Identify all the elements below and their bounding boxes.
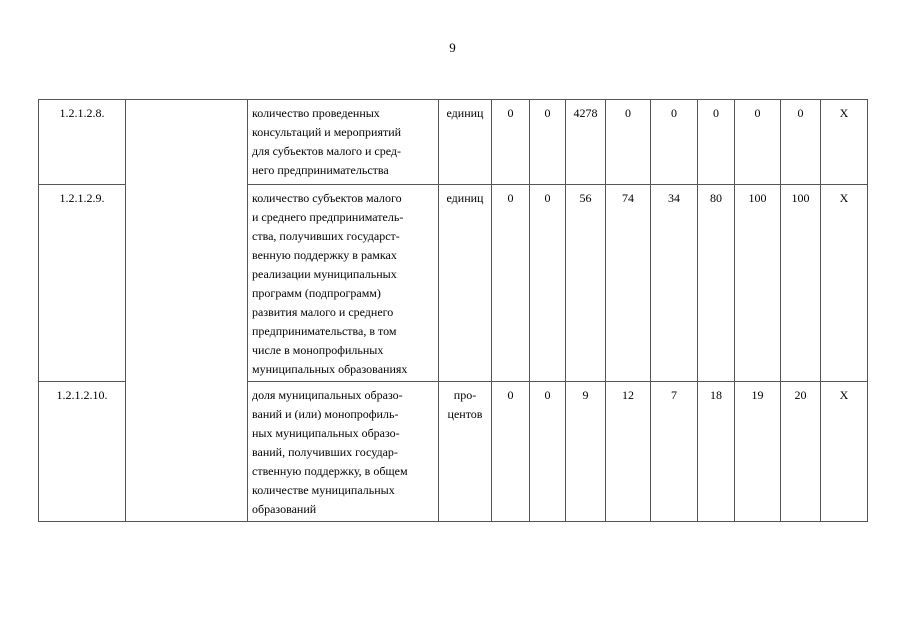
value-cell: 80 [698, 185, 735, 382]
description-line: консультаций и мероприятий [252, 125, 402, 139]
description-line: доля муниципальных образо- [252, 388, 403, 402]
description-line: реализации муниципальных [252, 267, 397, 281]
unit-line: единиц [446, 106, 484, 120]
value-cell: X [821, 100, 868, 185]
description-line: развития малого и среднего [252, 305, 394, 319]
indicators-table [38, 99, 868, 522]
value-cell: 0 [492, 382, 530, 522]
value-cell: X [821, 382, 868, 522]
description-line: и среднего предприниматель- [252, 210, 404, 224]
value-cell: 0 [698, 100, 735, 185]
value-cell: 20 [781, 382, 821, 522]
value-cell: 100 [735, 185, 781, 382]
value-cell: 0 [606, 100, 651, 185]
description-line: числе в монопрофильных [252, 343, 384, 357]
description-line: количестве муниципальных [252, 483, 395, 497]
description-line: венную поддержку в рамках [252, 248, 397, 262]
value-cell: 18 [698, 382, 735, 522]
value-cell: 9 [566, 382, 606, 522]
row-description [248, 382, 439, 522]
unit-line: центов [447, 407, 483, 421]
description-line: образований [252, 502, 317, 516]
description-line: количество субъектов малого [252, 191, 402, 205]
value-cell: 74 [606, 185, 651, 382]
unit-line: про- [453, 388, 477, 402]
description-line: программ (подпрограмм) [252, 286, 381, 300]
table-row [39, 100, 868, 185]
description-line: для субъектов малого и сред- [252, 144, 401, 158]
value-cell: 0 [492, 185, 530, 382]
value-cell: 100 [781, 185, 821, 382]
description-line: предпринимательства, в том [252, 324, 397, 338]
row-description [248, 185, 439, 382]
row-code: 1.2.1.2.9. [39, 185, 126, 382]
row-unit [439, 100, 492, 185]
description-line: ственную поддержку, в общем [252, 464, 408, 478]
value-cell: 0 [735, 100, 781, 185]
description-line: ваний и (или) монопрофиль- [252, 407, 399, 421]
row-unit [439, 185, 492, 382]
description-line: ства, получивших государст- [252, 229, 400, 243]
value-cell: 34 [651, 185, 698, 382]
value-cell: 0 [781, 100, 821, 185]
description-line: ных муниципальных образо- [252, 426, 400, 440]
value-cell: 7 [651, 382, 698, 522]
value-cell: 4278 [566, 100, 606, 185]
row-code: 1.2.1.2.8. [39, 100, 126, 185]
row-code: 1.2.1.2.10. [39, 382, 126, 522]
value-cell: 0 [530, 382, 566, 522]
value-cell: 0 [530, 185, 566, 382]
value-cell: 56 [566, 185, 606, 382]
merged-empty-cell [126, 100, 248, 522]
description-line: ваний, получивших государ- [252, 445, 398, 459]
value-cell: 12 [606, 382, 651, 522]
row-unit [439, 382, 492, 522]
row-description [248, 100, 439, 185]
description-line: муниципальных образованиях [252, 362, 408, 376]
description-line: количество проведенных [252, 106, 380, 120]
value-cell: 0 [530, 100, 566, 185]
value-cell: 0 [651, 100, 698, 185]
unit-line: единиц [446, 191, 484, 205]
value-cell: X [821, 185, 868, 382]
page-number: 9 [449, 40, 456, 55]
description-line: него предпринимательства [252, 163, 389, 177]
value-cell: 19 [735, 382, 781, 522]
value-cell: 0 [492, 100, 530, 185]
